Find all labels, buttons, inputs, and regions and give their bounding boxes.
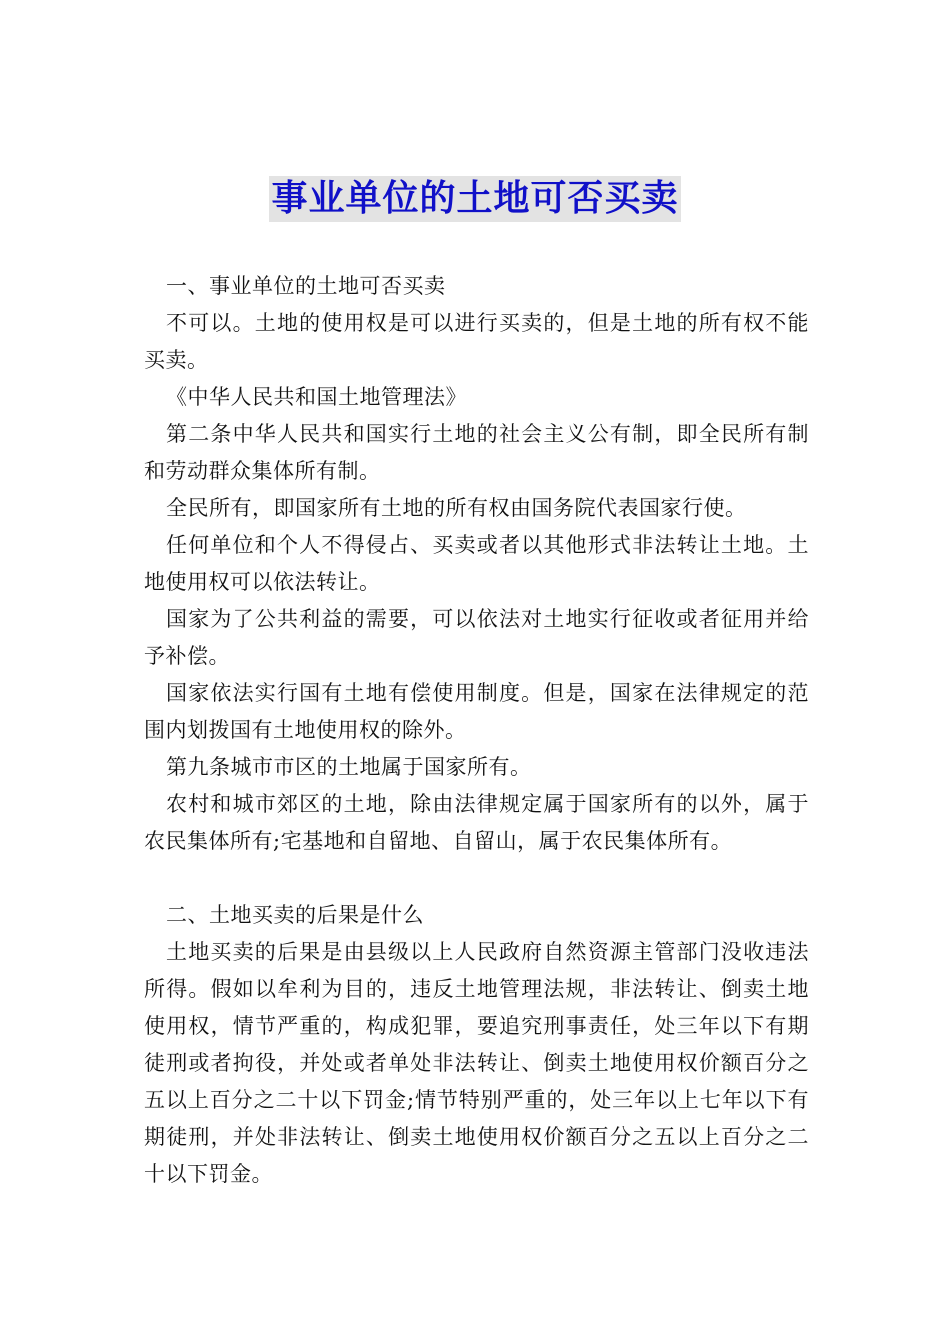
section-1-paragraph: 不可以。土地的使用权是可以进行买卖的，但是土地的所有权不能买卖。: [144, 311, 809, 372]
section-1-paragraph: 《中华人民共和国土地管理法》: [166, 385, 467, 409]
document-body: [144, 268, 809, 1193]
section-2-heading: 二、土地买卖的后果是什么: [166, 903, 424, 927]
section-1-paragraph: 全民所有，即国家所有土地的所有权由国务院代表国家行使。: [166, 496, 747, 520]
section-2-paragraph: 土地买卖的后果是由县级以上人民政府自然资源主管部门没收违法所得。假如以牟利为目的，违反土地管理法规，非法转让、倒卖土地使用权，情节严重的，构成犯罪，要追究刑事责任，处三年以下有期徒刑或者拘役，并处或者单处非法转让、倒卖土地使用权价额百分之五以上百分之二十以下罚金;情节特别严重的，处三年以上七年以下有期徒刑，并处非法转让、倒卖土地使用权价额百分之五以上百分之二十以下罚金。: [144, 940, 809, 1186]
section-1-paragraph: 农村和城市郊区的土地，除由法律规定属于国家所有的以外，属于农民集体所有;宅基地和自留地、自留山，属于农民集体所有。: [144, 792, 809, 853]
section-1-paragraph: 第二条中华人民共和国实行土地的社会主义公有制，即全民所有制和劳动群众集体所有制。: [144, 422, 809, 483]
section-1-paragraph: 国家依法实行国有土地有偿使用制度。但是，国家在法律规定的范围内划拨国有土地使用权的除外。: [144, 681, 809, 742]
section-spacer: [144, 860, 809, 897]
section-1-heading: 一、事业单位的土地可否买卖: [166, 274, 446, 298]
section-1-paragraph: 国家为了公共利益的需要，可以依法对土地实行征收或者征用并给予补偿。: [144, 607, 809, 668]
section-1-paragraph: 第九条城市市区的土地属于国家所有。: [166, 755, 532, 779]
document-title: 事业单位的土地可否买卖: [269, 176, 680, 222]
title-container: [0, 176, 950, 222]
section-1-paragraph: 任何单位和个人不得侵占、买卖或者以其他形式非法转让土地。土地使用权可以依法转让。: [144, 533, 809, 594]
